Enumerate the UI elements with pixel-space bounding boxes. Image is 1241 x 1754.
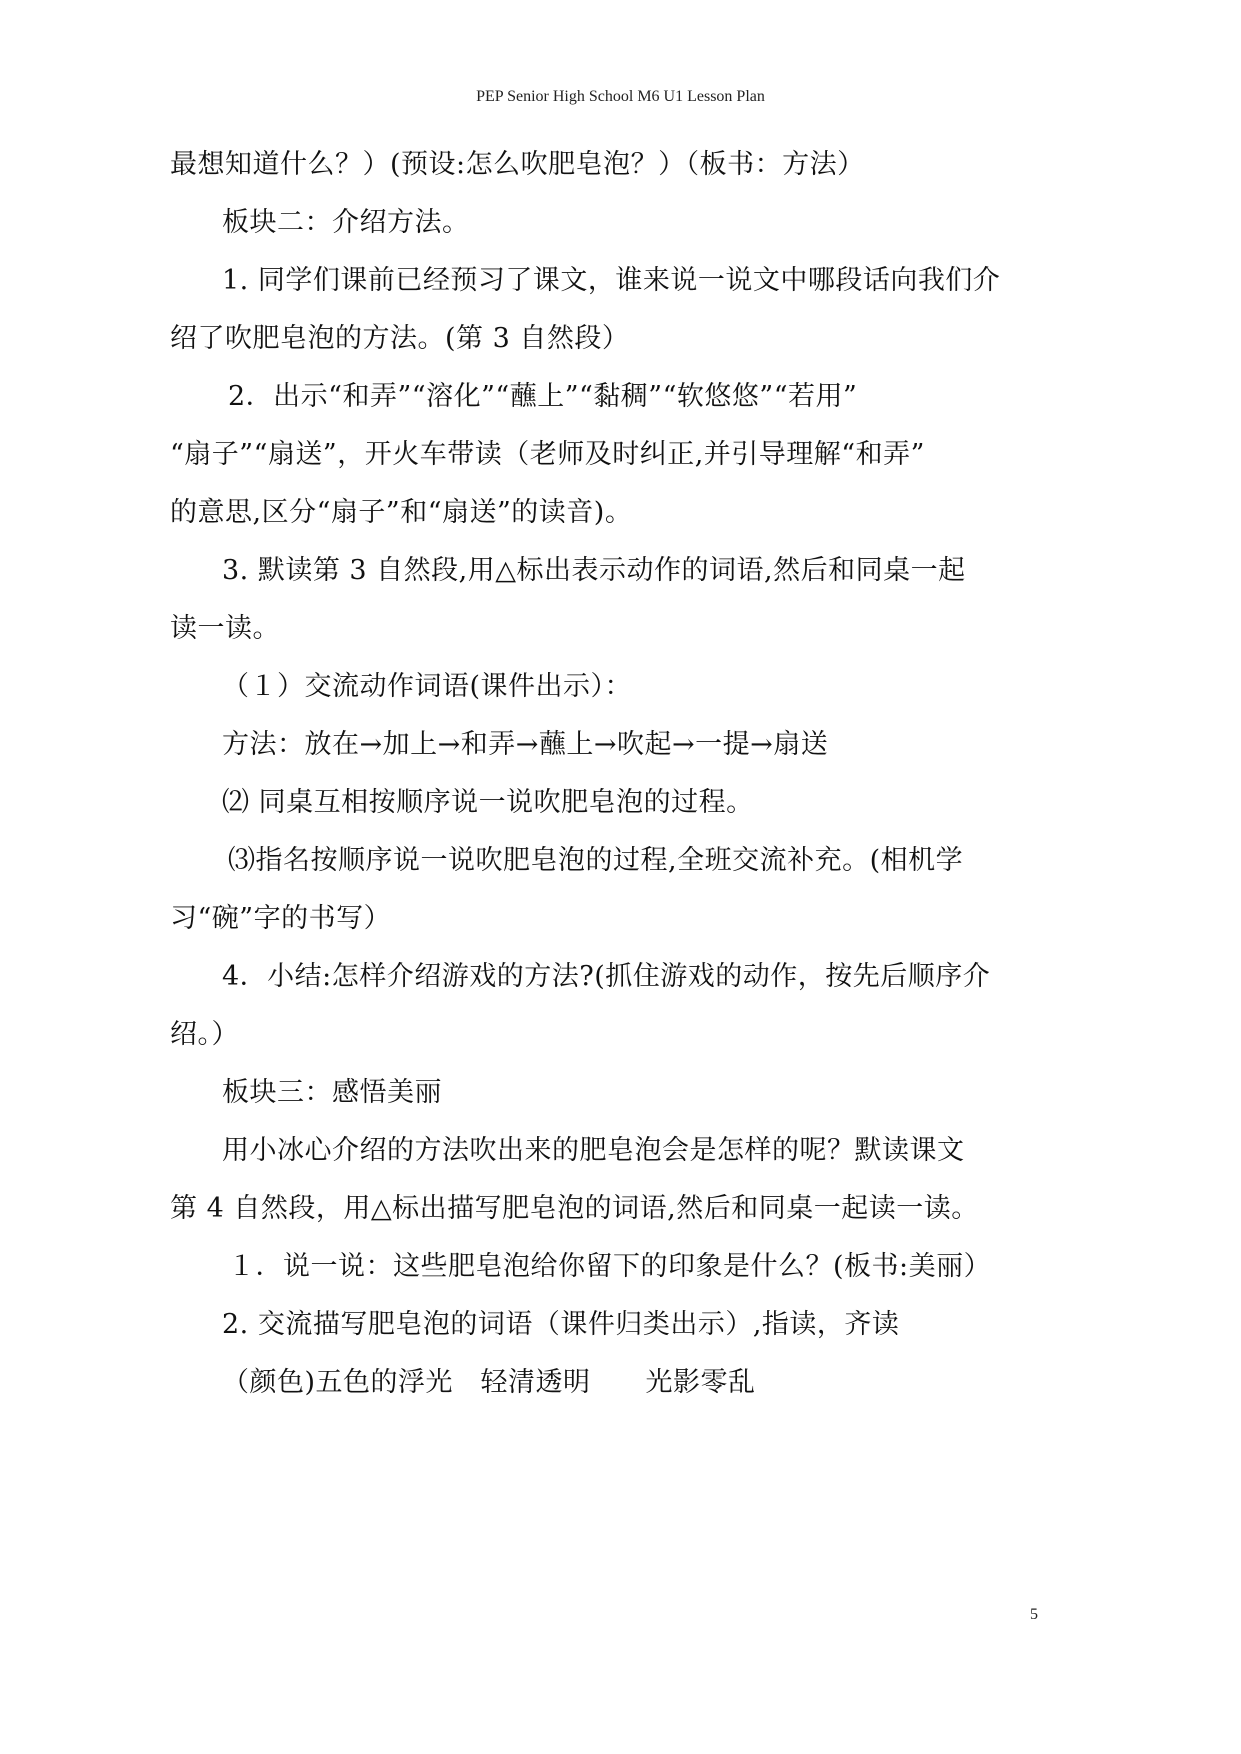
text-line: 最想知道什么？）(预设:怎么吹肥皂泡？）（板书：方法） <box>170 149 865 180</box>
text-line: 2．出示“和弄”“溶化”“蘸上”“黏稠”“软悠悠”“若用” <box>228 381 858 412</box>
text-line: 的意思,区分“扇子”和“扇送”的读音)。 <box>170 497 633 528</box>
text-line: 绍了吹肥皂泡的方法。(第 3 自然段） <box>170 323 630 354</box>
text-line: 4．小结:怎样介绍游戏的方法?(抓住游戏的动作，按先后顺序介 <box>222 961 991 992</box>
text-line: 第 4 自然段，用△标出描写肥皂泡的词语,然后和同桌一起读一读。 <box>170 1193 979 1224</box>
text-line: ⑵ 同桌互相按顺序说一说吹肥皂泡的过程。 <box>222 787 754 818</box>
text-line: 2. 交流描写肥皂泡的词语（课件归类出示）,指读，齐读 <box>222 1309 900 1340</box>
text-line: ⑶指名按顺序说一说吹肥皂泡的过程,全班交流补充。(相机学 <box>228 845 964 876</box>
section-heading: 板块三：感悟美丽 <box>222 1077 442 1108</box>
text-line: 习“碗”字的书写） <box>170 903 392 934</box>
text-line: 3. 默读第 3 自然段,用△标出表示动作的词语,然后和同桌一起 <box>222 555 966 586</box>
page-number: 5 <box>1030 1606 1038 1623</box>
text-line: 用小冰心介绍的方法吹出来的肥皂泡会是怎样的呢？默读课文 <box>222 1135 965 1166</box>
text-line: 读一读。 <box>170 613 280 644</box>
text-line: （１）交流动作词语(课件出示）： <box>222 671 633 702</box>
page-header: PEP Senior High School M6 U1 Lesson Plan <box>476 88 765 105</box>
text-line: 绍。） <box>170 1019 239 1050</box>
text-line: １．说一说：这些肥皂泡给你留下的印象是什么？(板书:美丽） <box>228 1251 992 1282</box>
text-line: （颜色)五色的浮光 轻清透明 光影零乱 <box>222 1367 756 1398</box>
text-line: 方法：放在→加上→和弄→蘸上→吹起→一提→扇送 <box>222 729 829 760</box>
text-line: 1. 同学们课前已经预习了课文，谁来说一说文中哪段话向我们介 <box>222 265 1001 296</box>
section-heading: 板块二：介绍方法。 <box>222 207 470 238</box>
text-line: “扇子”“扇送”，开火车带读（老师及时纠正,并引导理解“和弄” <box>170 439 925 470</box>
